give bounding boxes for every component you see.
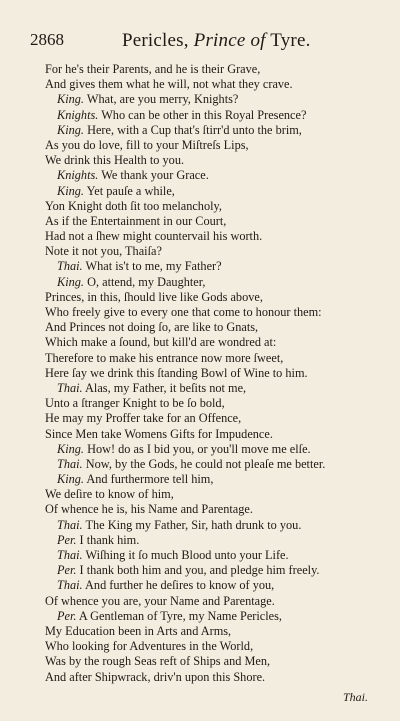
text-line xyxy=(45,275,385,290)
text-line xyxy=(45,214,385,229)
text-line xyxy=(45,654,385,669)
speaker-name: King. xyxy=(57,122,84,137)
speaker-name: Thai. xyxy=(57,456,83,471)
speaker-name: King. xyxy=(57,441,84,456)
text-line xyxy=(45,366,385,381)
line-text: Since Men take Womens Gifts for Impudence. xyxy=(45,426,273,441)
text-line xyxy=(45,609,385,624)
text-line xyxy=(45,184,385,199)
speaker-name: Knights. xyxy=(57,107,99,122)
line-text: And further he deſires to know of you, xyxy=(85,578,275,593)
line-text: I thank both him and you, and pledge him freely. xyxy=(79,563,320,578)
line-text: Had not a ſhew might countervail his worth. xyxy=(45,229,263,244)
line-text: And Princes not doing ſo, are like to Gnats, xyxy=(45,320,259,335)
title-end-part: Tyre. xyxy=(270,30,311,51)
text-line xyxy=(45,138,385,153)
line-text: Here ſay we drink this ſtanding Bowl of Wine to him. xyxy=(45,365,308,380)
line-text: I thank him. xyxy=(79,532,140,547)
line-text: Wiſhing it ſo much Blood unto your Life. xyxy=(85,548,289,562)
text-line xyxy=(45,548,385,563)
play-text xyxy=(45,62,385,685)
line-text: Who can be other in this Royal Presence? xyxy=(101,107,307,122)
line-text: And furthermore tell him, xyxy=(86,472,214,487)
text-line xyxy=(45,563,385,578)
line-text: Unto a ſtranger Knight to be ſo bold, xyxy=(45,396,225,411)
text-line xyxy=(45,244,385,259)
line-text: And after Shipwrack, driv'n upon this Shore. xyxy=(45,669,266,684)
line-text: What, are you merry, Knights? xyxy=(86,92,239,107)
line-text: Yon Knight doth ſit too melancholy, xyxy=(45,198,222,213)
line-text: The King my Father, Sir, hath drunk to you. xyxy=(85,517,302,532)
page-number: 2868 xyxy=(30,30,64,49)
catchword: Thai. xyxy=(343,690,369,704)
line-text: Alas, my Father, it beſits not me, xyxy=(85,380,247,395)
line-text: Now, by the Gods, he could not pleaſe me better. xyxy=(85,456,326,471)
text-line xyxy=(45,533,385,548)
speaker-name: Knights. xyxy=(57,168,99,183)
speaker-name: Thai. xyxy=(57,259,83,274)
speaker-name: Thai. xyxy=(57,517,83,532)
line-text: Who freely give to every one that come to honour them: xyxy=(45,305,322,319)
line-text: Who looking for Adventures in the World, xyxy=(45,639,254,654)
text-line xyxy=(45,168,385,183)
text-line xyxy=(45,305,385,320)
line-text: As if the Entertainment in our Court, xyxy=(45,213,227,228)
line-text: We deſire to know of him, xyxy=(45,487,174,502)
text-line xyxy=(45,427,385,442)
text-line xyxy=(45,153,385,168)
text-line xyxy=(45,62,385,77)
text-line xyxy=(45,670,385,685)
speaker-name: King. xyxy=(57,92,84,107)
text-line xyxy=(45,259,385,274)
speaker-name: King. xyxy=(57,274,84,289)
line-text: Of whence you are, your Name and Parentage. xyxy=(45,593,275,608)
page-header xyxy=(30,30,370,54)
line-text: As you do love, fill to your Miſtreſs Lips, xyxy=(45,137,249,152)
speaker-name: King. xyxy=(57,472,84,487)
text-line xyxy=(45,639,385,654)
line-text: Princes, in this, ſhould live like Gods above, xyxy=(45,289,263,304)
line-text: We drink this Health to you. xyxy=(45,153,185,168)
line-text: Which make a ſound, but kill'd are wondred at: xyxy=(45,335,277,350)
line-text: Was by the rough Seas reft of Ships and Men, xyxy=(45,654,271,669)
text-line xyxy=(45,123,385,138)
line-text: For he's their Parents, and he is their Grave, xyxy=(45,62,261,76)
text-line xyxy=(45,92,385,107)
speaker-name: Thai. xyxy=(57,578,83,593)
line-text: Here, with a Cup that's ſtirr'd unto the brim, xyxy=(87,122,302,137)
text-line xyxy=(45,411,385,426)
text-line xyxy=(45,487,385,502)
speaker-name: Per. xyxy=(57,532,77,547)
speaker-name: King. xyxy=(57,183,84,198)
line-text: We thank your Grace. xyxy=(101,168,209,183)
text-line xyxy=(45,578,385,593)
speaker-name: Thai. xyxy=(57,548,83,562)
text-line xyxy=(45,229,385,244)
speaker-name: Thai. xyxy=(57,380,83,395)
title-italic-part: Prince of xyxy=(193,30,266,51)
text-line xyxy=(45,290,385,305)
line-text: What is't to me, my Father? xyxy=(85,259,222,274)
text-line xyxy=(45,77,385,92)
text-line xyxy=(45,457,385,472)
line-text: A Gentleman of Tyre, my Name Pericles, xyxy=(78,608,282,623)
line-text: Note it not you, Thaiſa? xyxy=(45,244,162,259)
line-text: And gives them what he will, not what they crave. xyxy=(45,77,293,92)
text-line xyxy=(45,381,385,396)
text-line xyxy=(45,594,385,609)
text-line xyxy=(45,518,385,533)
text-line xyxy=(45,442,385,457)
text-line xyxy=(45,335,385,350)
text-line xyxy=(45,199,385,214)
text-line xyxy=(45,472,385,487)
text-line xyxy=(45,502,385,517)
line-text: Yet pauſe a while, xyxy=(86,183,175,198)
text-line xyxy=(45,108,385,123)
line-text: My Education been in Arts and Arms, xyxy=(45,623,232,638)
line-text: O, attend, my Daughter, xyxy=(87,274,206,289)
title-part: Pericles, xyxy=(122,30,189,51)
line-text: Of whence he is, his Name and Parentage. xyxy=(45,502,253,517)
text-line xyxy=(45,351,385,366)
line-text: Therefore to make his entrance now more ſweet, xyxy=(45,350,284,365)
speaker-name: Per. xyxy=(57,563,77,578)
line-text: He may my Proffer take for an Offence, xyxy=(45,411,242,426)
running-title xyxy=(122,30,311,52)
line-text: How! do as I bid you, or you'll move me elſe. xyxy=(87,441,311,456)
text-line xyxy=(45,320,385,335)
text-line xyxy=(45,624,385,639)
text-line xyxy=(45,396,385,411)
speaker-name: Per. xyxy=(57,608,77,623)
